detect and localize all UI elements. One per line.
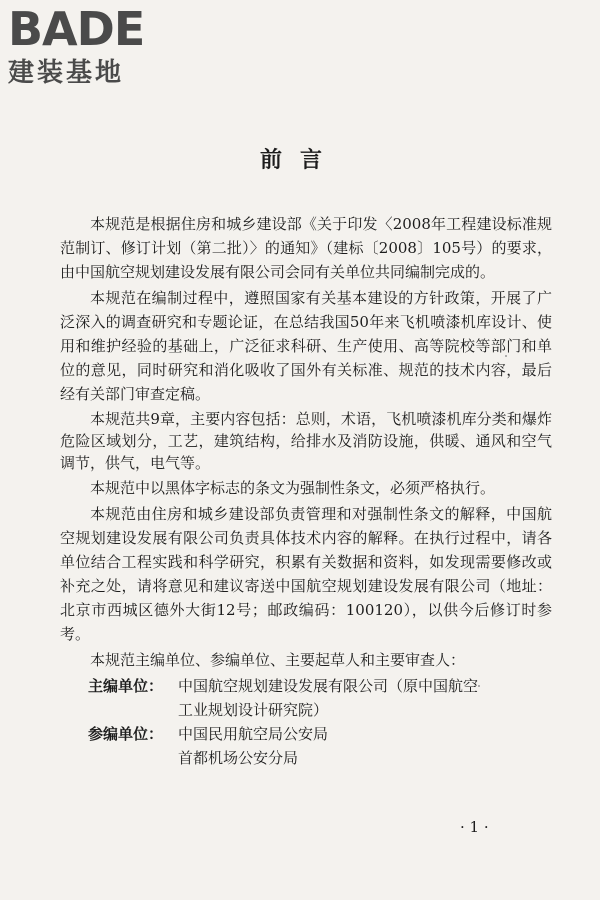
bade-logo — [8, 2, 178, 88]
page-number: · 1 · — [460, 818, 489, 836]
participating-line-1: 中国民用航空局公安局 — [178, 725, 329, 743]
participating-unit — [60, 722, 552, 770]
paragraph-contents: 本规范共9章，主要内容包括：总则，术语，飞机喷漆机库分类和爆炸危险区域划分，工艺，建筑结构，给排水及消防设施，供暖、通风和空气调节，供气，电气等。 — [60, 410, 552, 472]
chief-editor-line-1: 中国航空规划建设发展有限公司（原中国航空 — [178, 677, 479, 695]
chief-editor-line-2: 工业规划设计研究院） — [178, 701, 329, 719]
paragraph-units-intro: 本规范主编单位、参编单位、主要起草人和主要审查人： — [90, 651, 466, 669]
paragraph-process: 本规范在编制过程中，遵照国家有关基本建设的方针政策，开展了广泛深入的调查研究和专题论证，在总结我国50年来飞机喷漆机库设计、使用和维护经验的基础上，广泛征求科研、生产使用、高等院校等部门和单位的意见，同时研究和消化吸收了国外有关标准、规范的技术内容，最后经有关部门审查定稿。 — [60, 289, 552, 403]
paragraph-management: 本规范由住房和城乡建设部负责管理和对强制性条文的解释，中国航空规划建设发展有限公司负责具体技术内容的解释。在执行过程中，请各单位结合工程实践和科学研究，积累有关数据和资料，如发现需要修改或补充之处，请将意见和建议寄送中国航空规划建设发展有限公司（地址：北京市西城区德外大街12号；邮政编码：100120），以供今后修订时参考。 — [60, 505, 552, 643]
participating-line-2: 首都机场公安分局 — [178, 749, 299, 767]
page-title: 前言 — [259, 147, 340, 173]
participating-label: 参编单位： — [88, 725, 164, 743]
paragraph-mandatory: 本规范中以黑体字标志的条文为强制性条文，必须严格执行。 — [90, 479, 496, 497]
logo-wordmark: BADE — [8, 2, 145, 56]
chief-editor-unit — [60, 674, 552, 722]
logo-subtitle: 建装基地 — [8, 58, 125, 88]
scan-speck — [478, 685, 480, 687]
chief-editor-label: 主编单位： — [88, 677, 164, 695]
paragraph-basis: 本规范是根据住房和城乡建设部《关于印发〈2008年工程建设标准规范制订、修订计划（第二批）〉的通知》（建标〔2008〕105号）的要求，由中国航空规划建设发展有限公司会同有关单位共同编制完成的。 — [60, 215, 552, 281]
scan-speck — [505, 355, 507, 357]
